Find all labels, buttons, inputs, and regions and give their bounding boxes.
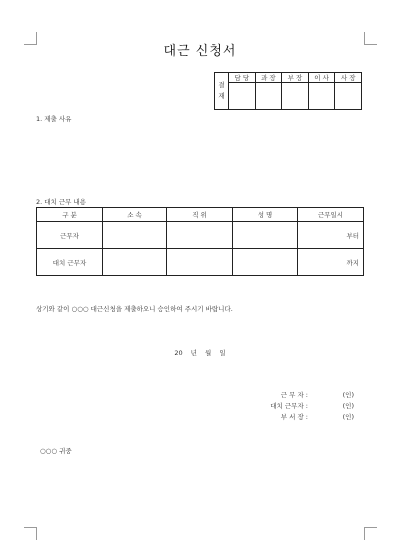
section2-heading: 2. 대치 근무 내용 (36, 198, 87, 206)
crop-mark-bottom-left (24, 527, 37, 540)
approval-sign-cell[interactable] (282, 83, 309, 110)
table-header-work-datetime: 근무일시 (298, 208, 364, 222)
approval-column-header: 사 장 (335, 73, 362, 83)
approval-column-header: 담 당 (229, 73, 256, 83)
approval-sign-cell[interactable] (255, 83, 282, 110)
request-statement: 상기와 같이 ○○○ 대근신청을 제출하오니 승인하여 주시기 바랍니다. (36, 305, 233, 313)
approval-side-label-bottom: 재 (218, 92, 225, 100)
table-header-department: 소 속 (103, 208, 167, 222)
seal-mark: (인) (342, 413, 354, 421)
signature-label: 근 무 자 : (280, 391, 308, 399)
seal-mark: (인) (342, 402, 354, 410)
table-row (37, 249, 364, 276)
signature-row-manager (240, 411, 360, 422)
approval-box (214, 72, 362, 110)
datetime-to-cell[interactable]: 까지 (298, 249, 364, 276)
signature-label: 부 서 장 : (280, 413, 308, 421)
substitute-work-table (36, 207, 364, 276)
recipient-line: ○○○ 귀중 (40, 447, 72, 455)
table-header-category: 구 분 (37, 208, 103, 222)
approval-sign-cell[interactable] (229, 83, 256, 110)
name-cell[interactable] (233, 249, 298, 276)
table-row (37, 222, 364, 249)
crop-mark-bottom-right (364, 527, 377, 540)
datetime-from-cell[interactable]: 부터 (298, 222, 364, 249)
signature-block (240, 389, 360, 422)
approval-column-header: 이 사 (308, 73, 335, 83)
row-role-substitute: 대치 근무자 (37, 249, 103, 276)
approval-column-header: 부 장 (282, 73, 309, 83)
department-cell[interactable] (103, 222, 167, 249)
table-header-name: 성 명 (233, 208, 298, 222)
name-cell[interactable] (233, 222, 298, 249)
approval-sign-cell[interactable] (335, 83, 362, 110)
signature-label: 대치 근무자 : (270, 402, 308, 410)
date-line: 20 년 월 일 (174, 349, 226, 357)
table-header-position: 직 위 (167, 208, 233, 222)
department-cell[interactable] (103, 249, 167, 276)
approval-sign-cell[interactable] (308, 83, 335, 110)
signature-row-substitute (240, 400, 360, 411)
approval-side-label-top: 결 (218, 81, 225, 89)
document-title: 대근 신청서 (163, 44, 237, 59)
position-cell[interactable] (167, 249, 233, 276)
approval-column-header: 과 장 (255, 73, 282, 83)
seal-mark: (인) (342, 391, 354, 399)
section1-heading: 1. 제출 사유 (36, 115, 72, 123)
approval-side-label (215, 73, 229, 110)
row-role-worker: 근무자 (37, 222, 103, 249)
position-cell[interactable] (167, 222, 233, 249)
signature-row-worker (240, 389, 360, 400)
